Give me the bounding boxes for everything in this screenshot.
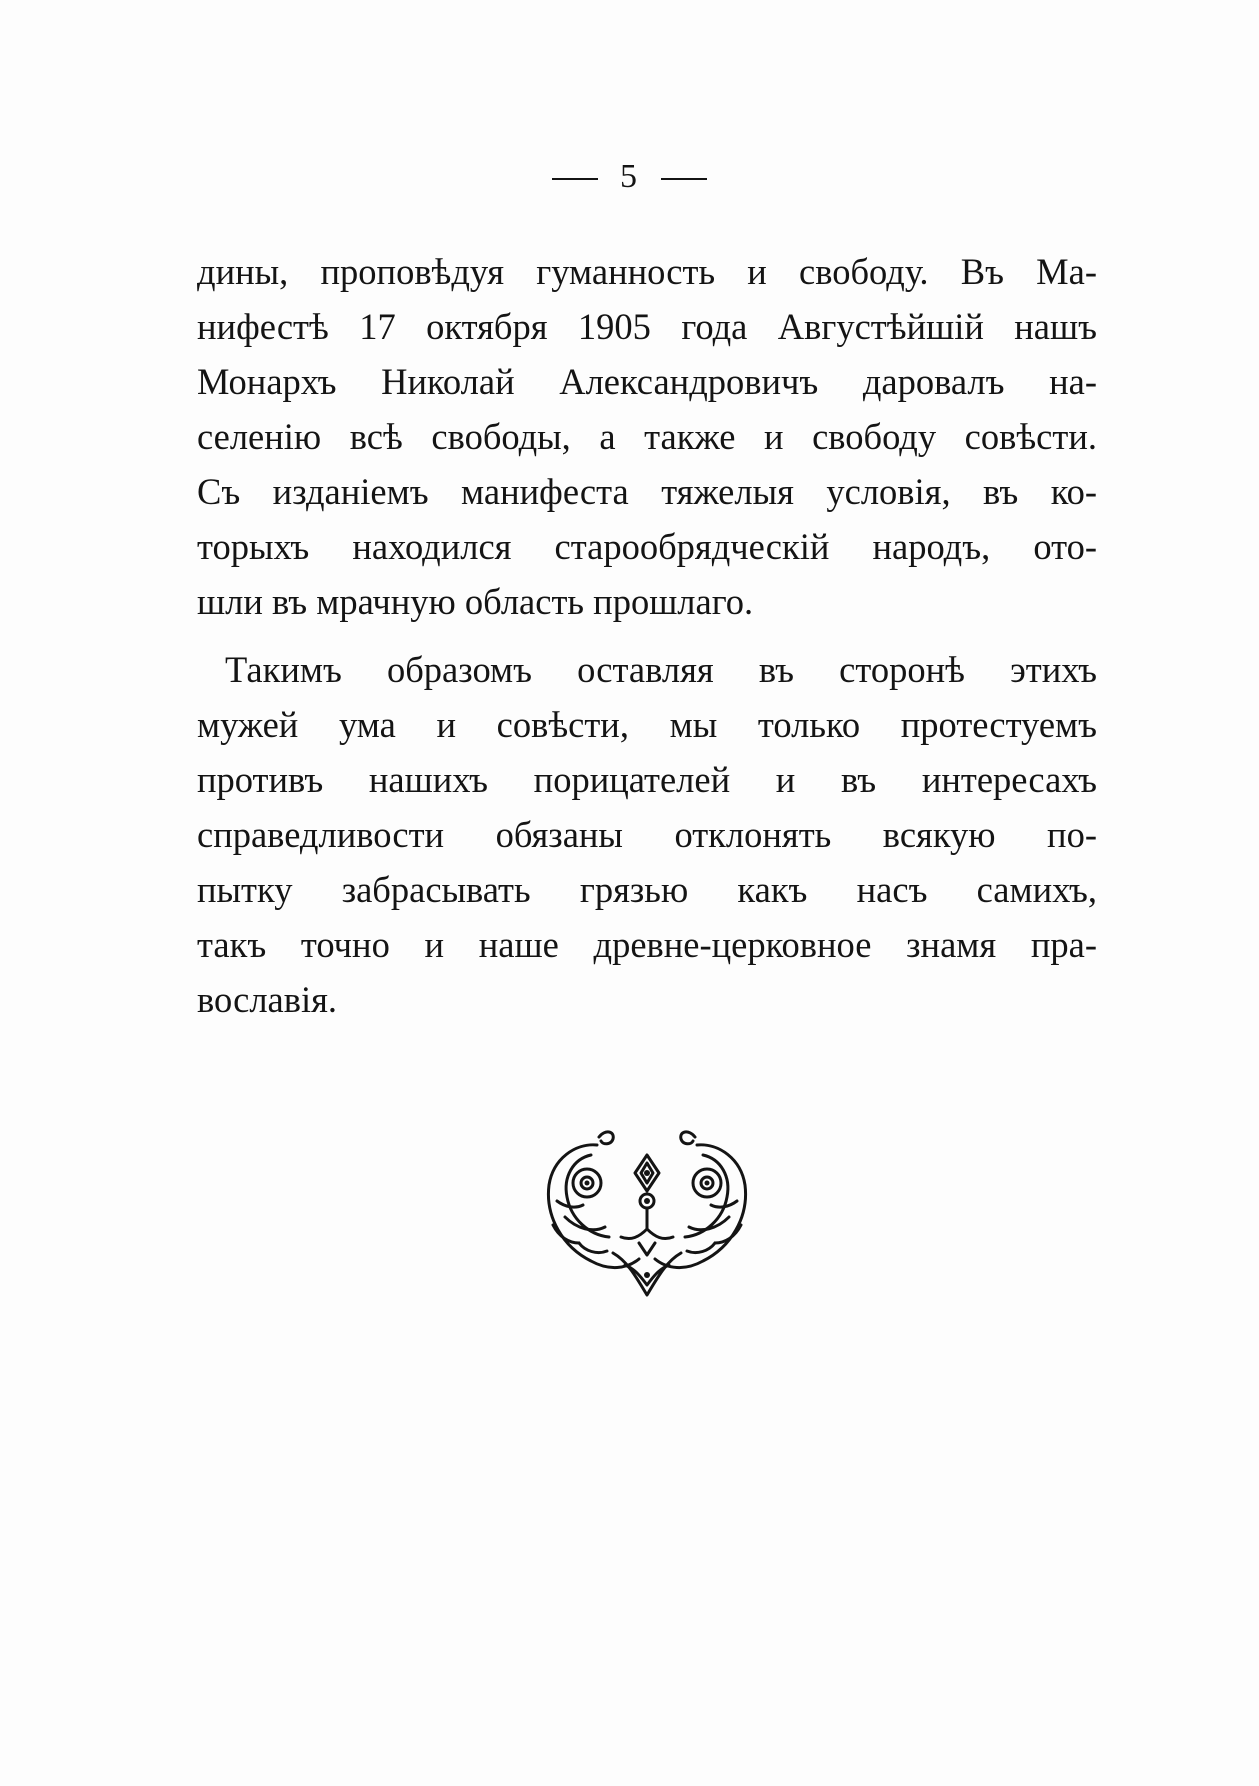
- text-line: пытку забрасывать грязью какъ насъ самихъ,: [197, 869, 1097, 910]
- paragraph-1: [197, 244, 1097, 629]
- text-line: мужей ума и совѣсти, мы только протестуемъ: [197, 704, 1097, 745]
- text-line: шли въ мрачную область прошлаго.: [197, 581, 754, 622]
- text-line: справедливости обязаны отклонять всякую по-: [197, 814, 1097, 855]
- text-line: Съ изданiемъ манифеста тяжелыя условiя, въ ко-: [197, 471, 1097, 512]
- text-line: торыхъ находился старообрядческiй народъ, ото-: [197, 526, 1097, 567]
- text-line: Монархъ Николай Александровичъ даровалъ на-: [197, 361, 1097, 402]
- text-line: вославiя.: [197, 979, 338, 1020]
- text-line: нифестѣ 17 октября 1905 года Августѣйшiй нашъ: [197, 306, 1097, 347]
- left-dash: [552, 178, 598, 180]
- text-line: селенiю всѣ свободы, а также и свободу совѣсти.: [197, 416, 1097, 457]
- text-line: Такимъ образомъ оставляя въ сторонѣ этихъ: [225, 649, 1097, 690]
- page-number: 5: [620, 158, 639, 195]
- text-line: дины, проповѣдуя гуманность и свободу. Въ Ма-: [197, 251, 1097, 292]
- floral-ornament-icon: [535, 1125, 759, 1310]
- body-text: [197, 244, 1097, 1027]
- paragraph-2: [197, 642, 1097, 1027]
- text-line: такъ точно и наше древне-церковное знамя пра-: [197, 924, 1097, 965]
- page-number-header: [0, 158, 1259, 196]
- right-dash: [661, 178, 707, 180]
- paragraph-gap: [197, 629, 1097, 642]
- text-line: противъ нашихъ порицателей и въ интересахъ: [197, 759, 1097, 800]
